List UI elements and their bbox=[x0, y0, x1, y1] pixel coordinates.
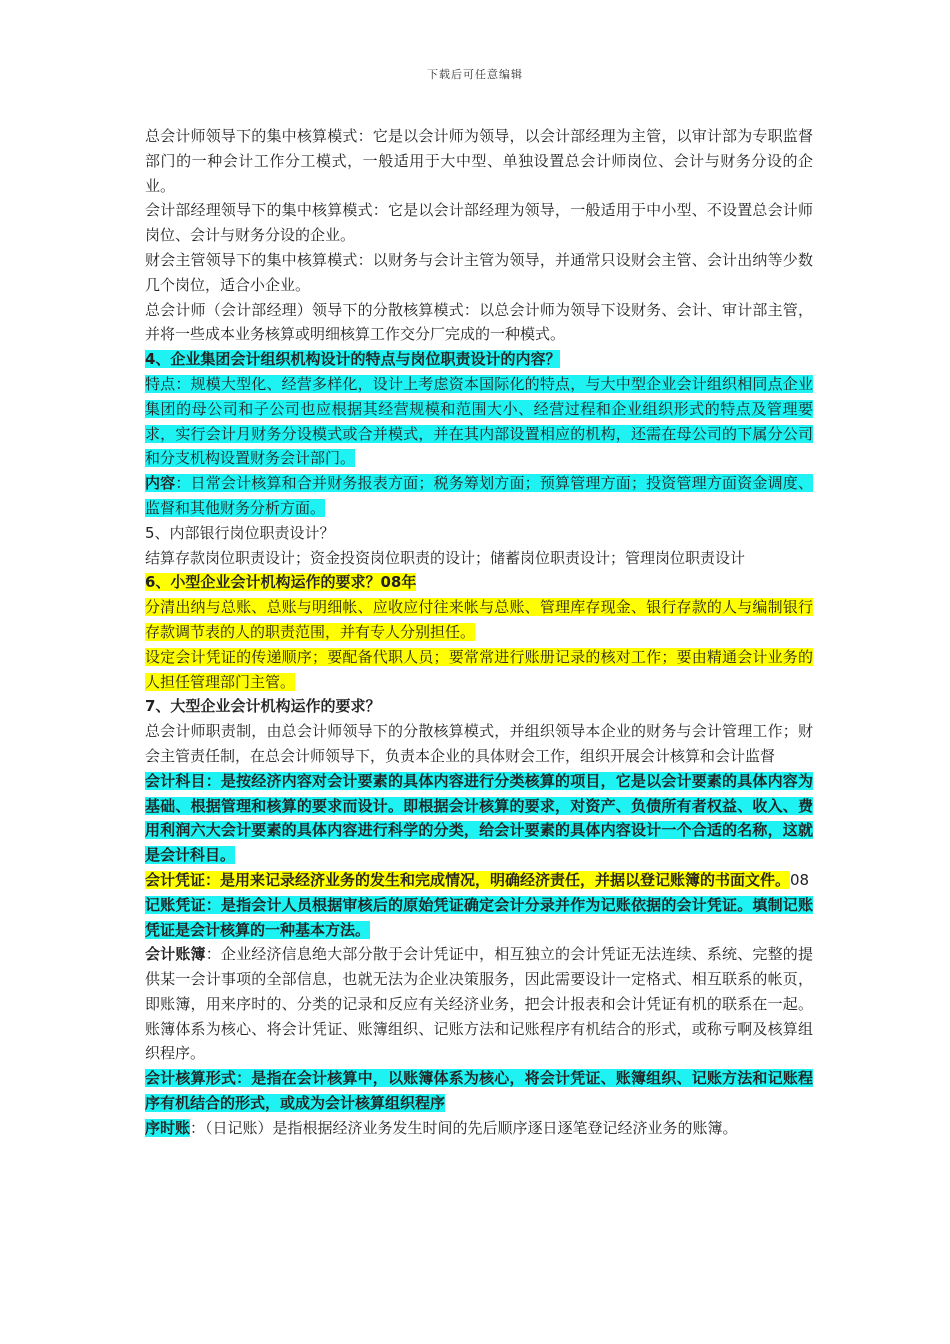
group-contents-label: 内容 bbox=[145, 474, 176, 493]
paragraph-accounting-forms bbox=[145, 1066, 813, 1116]
bookkeeping-vouchers-text: 记账凭证：是指会计人员根据审核后的原始凭证确定会计分录并作为记账依据的会计凭证。填制记账凭证是会计核算的一种基本方法。 bbox=[145, 895, 813, 939]
account-books-text: ：企业经济信息绝大部分散于会计凭证中，相互独立的会计凭证无法连续、系统、完整的提供某一会计事项的全部信息，也就无法为企业决策服务，因此需要设计一定格式、相互联系的帐页，即账簿，用来序时的、分类的记录和反应有关经济业务，把会计报表和会计凭证有机的联系在一起。账簿体系为核心、将会计凭证、账簿组织、记账方法和记账程序有机结合的形式，或称亏啊及核算组织程序。 bbox=[145, 945, 813, 1063]
paragraph-decentralized-mode: 总会计师（会计部经理）领导下的分散核算模式：以总会计师为领导下设财务、会计、审计部主管，并将一些成本业务核算或明细核算工作交分厂完成的一种模式。 bbox=[145, 300, 813, 344]
paragraph-group-features bbox=[145, 372, 813, 471]
paragraph-bookkeeping-vouchers bbox=[145, 893, 813, 943]
question-7-heading: 7、大型企业会计机构运作的要求？ bbox=[145, 697, 381, 716]
page-header: 下载后可任意编辑 bbox=[427, 68, 523, 81]
group-contents-text: ：日常会计核算和合并财务报表方面；税务筹划方面；预算管理方面；投资管理方面资金调度、监督和其他财务分析方面。 bbox=[145, 474, 813, 517]
account-books-label: 会计账簿 bbox=[145, 945, 206, 964]
accounting-subjects-text: 会计科目：是按经济内容对会计要素的具体内容进行分类核算的项目，它是以会计要素的具体内容为基础、根据管理和核算的要求而设计。即根据会计核算的要求，对资产、负债所有者权益、收入、费用利润六大会计要素的具体内容进行科学的分类，给会计要素的具体内容设计一个合适的名称，这就是会计科目。 bbox=[145, 771, 813, 865]
paragraph-accounting-vouchers bbox=[145, 868, 813, 893]
paragraph-centralized-chief-accountant: 总会计师领导下的集中核算模式：它是以会计师为领导，以会计部经理为主管，以审计部为专职监督部门的一种会计工作分工模式，一般适用于大中型、单独设置总会计师岗位、会计与财务分设的企业。 bbox=[145, 127, 813, 195]
small-enterprise-separation-text: 分清出纳与总账、总账与明细帐、应收应付往来帐与总账、管理库存现金、银行存款的人与编制银行存款调节表的人的职责范围，并有专人分别担任。 bbox=[145, 598, 813, 641]
question-6-text: 6、小型企业会计机构运作的要求？08年 bbox=[145, 573, 417, 592]
paragraph-accounting-subjects bbox=[145, 769, 813, 868]
document-body bbox=[145, 124, 813, 1141]
accounting-vouchers-text: 会计凭证：是用来记录经济业务的发生和完成情况，明确经济责任，并据以登记账簿的书面文件。 bbox=[145, 870, 791, 889]
paragraph-small-enterprise-separation bbox=[145, 595, 813, 645]
paragraph-account-books bbox=[145, 942, 813, 1066]
question-6-heading bbox=[145, 570, 813, 595]
accounting-forms-text: 会计核算形式：是指在会计核算中，以账簿体系为核心，将会计凭证、账簿组织、记账方法和记账程序有机结合的形式，或成为会计核算组织程序 bbox=[145, 1069, 813, 1113]
small-enterprise-procedures-text: 设定会计凭证的传递顺序；要配备代职人员；要常常进行账册记录的核对工作；要由精通会计业务的人担任管理部门主管。 bbox=[145, 647, 813, 691]
paragraph-centralized-finance-supervisor: 财会主管领导下的集中核算模式：以财务与会计主管为领导，并通常只设财会主管、会计出纳等少数几个岗位，适合小企业。 bbox=[145, 250, 813, 294]
question-4-text: 4、企业集团会计组织机构设计的特点与岗位职责设计的内容？ bbox=[145, 350, 561, 369]
group-features-text: 特点：规模大型化、经营多样化，设计上考虑资本国际化的特点，与大中型企业会计组织相同点企业集团的母公司和子公司也应根据其经营规模和范围大小、经营过程和企业组织形式的特点及管理要求，实行会计月财务分设模式或合并模式，并在其内部设置相应的机构，还需在母公司的下属分公司和分支机构设置财务会计部门。 bbox=[145, 374, 813, 468]
paragraph-small-enterprise-procedures bbox=[145, 645, 813, 695]
paragraph-large-enterprise-requirements: 总会计师职责制，由总会计师领导下的分散核算模式，并组织领导本企业的财务与会计管理工作；财会主管责任制，在总会计师领导下，负责本企业的具体财会工作，组织开展会计核算和会计监督 bbox=[145, 722, 813, 765]
paragraph-group-contents bbox=[145, 471, 813, 521]
paragraph-centralized-department-manager: 会计部经理领导下的集中核算模式：它是以会计部经理为领导，一般适用于中小型、不设置总会计师岗位、会计与财务分设的企业。 bbox=[145, 201, 813, 245]
question-4-heading bbox=[145, 347, 813, 372]
accounting-vouchers-tail: 08 bbox=[790, 870, 810, 889]
chronological-book-label: 序时账 bbox=[145, 1118, 191, 1137]
paragraph-chronological-book bbox=[145, 1116, 813, 1141]
chronological-book-text: ：（日记账）是指根据经济业务发生时间的先后顺序逐日逐笔登记经济业务的账簿。 bbox=[190, 1118, 738, 1137]
question-5-heading: 5、内部银行岗位职责设计？ bbox=[145, 523, 335, 542]
group-contents-highlight bbox=[145, 474, 813, 517]
paragraph-internal-bank-duties: 结算存款岗位职责设计；资金投资岗位职责的设计；储蓄岗位职责设计；管理岗位职责设计 bbox=[145, 548, 746, 567]
